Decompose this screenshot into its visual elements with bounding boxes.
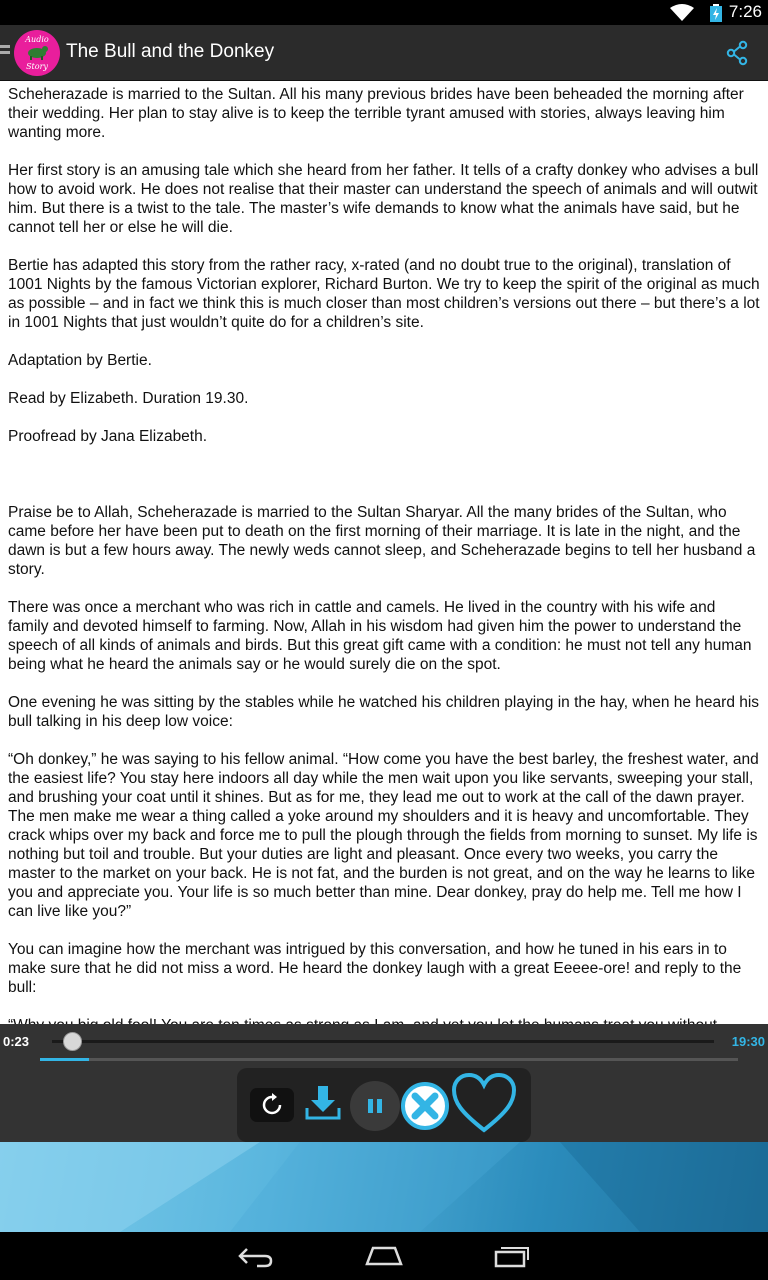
total-time: 19:30 [731,1034,765,1049]
recents-icon[interactable] [494,1244,530,1273]
battery-charging-icon [710,4,722,27]
close-icon [400,1081,450,1131]
page-title: The Bull and the Donkey [66,41,275,62]
story-paragraph: Bertie has adapted this story from the rather racy, x-rated (and no doubt true to the original), translation of 1001 Nights by the famous Victorian explorer, Richard Burton. We try to keep the spirit of the original as much as possible – and in fact we think this is much closer than most children’s versions out there – but there’s a lot in 1001 Nights that just wouldn’t quite do for a children’s site. [8,257,760,331]
player-controls [237,1068,531,1142]
story-text[interactable] [0,81,768,1024]
buffer-track [40,1058,738,1061]
download-button[interactable] [303,1082,343,1127]
logo-text-bottom: Story [26,62,48,71]
story-paragraph: Scheherazade is married to the Sultan. All his many previous brides have been beheaded the morning after their wedding. Her plan to stay alive is to keep the terrible tyrant amused with stories, always leaving him wanting more. [8,86,744,141]
drawer-icon[interactable] [0,45,10,61]
story-paragraph: There was once a merchant who was rich in cattle and camels. He lived in the country with his wife and family and devoted himself to farming. Now, Allah in his wisdom had given him the power to understand the speech of all kinds of animals and birds. But this great gift came with a condition: he must not tell any human being what he heard the animals say or he would surely die on the spot. [8,599,752,673]
paragraph-gap [8,465,760,503]
status-time: 7:26 [728,2,762,21]
wifi-icon [670,4,694,27]
story-paragraph: One evening he was sitting by the stables while he watched his children playing in the hay, when he heard his bull talking in his deep low voice: [8,694,760,730]
close-button[interactable] [400,1081,450,1136]
replay-icon [260,1093,284,1117]
status-bar [0,0,768,25]
donkey-logo-icon [25,44,49,60]
story-paragraph: Her first story is an amusing tale which she heard from her father. It tells of a crafty donkey who advises a bull how to avoid work. He does not realise that their master can understand the speech of animals and will outwit him. But there is a twist to the tale. The master’s wife demands to know what the animals have said, but he cannot tell her or else he will die. [8,162,759,236]
action-bar [0,25,768,81]
ad-background [0,1142,768,1232]
app-logo[interactable] [14,30,60,76]
replay-button[interactable] [250,1088,294,1122]
heart-icon [451,1072,517,1134]
download-icon [303,1082,343,1122]
audio-player [0,1024,768,1142]
buffer-progress [40,1058,89,1061]
ad-banner[interactable] [0,1142,768,1232]
home-icon[interactable] [365,1246,403,1271]
current-time: 0:23 [3,1034,30,1049]
back-icon[interactable] [237,1246,273,1273]
story-paragraph: Read by Elizabeth. Duration 19.30. [8,390,249,407]
story-paragraph: “Oh donkey,” he was saying to his fellow animal. “How come you have the best barley, the freshest water, and the easiest life? You stay here indoors all day while the men wait upon you like servants, sweeping your stall, and brushing your coat until it shines. But as for me, they lead me out to work at the call of the dawn prayer. The men make me wear a thing called a yoke around my shoulders and it is heavy and uncomfortable. They crack whips over my back and force me to pull the plough through the fields from morning to sunset. My life is nothing but toil and trouble. But your duties are light and pleasant. Once every two weeks, you carry the master to the market on your back. He is not fat, and the burden is not great, and on the way he learns to like you and appreciate you. Your life is so much better than mine. Dear donkey, pray do help me. Tell me how I can live like you?” [8,751,759,920]
favorite-button[interactable] [451,1072,517,1139]
seek-thumb[interactable] [63,1032,82,1051]
share-icon[interactable] [726,41,748,70]
story-paragraph: You can imagine how the merchant was intrigued by this conversation, and how he tuned in his ears in to make sure that he did not miss a word. He heard the donkey laugh with a great Eeeee-ore! and reply to the bull: [8,941,742,996]
seek-bar[interactable] [52,1040,714,1043]
logo-text-top: Audio [25,35,49,44]
navigation-bar [0,1232,768,1280]
story-paragraph: Proofread by Jana Elizabeth. [8,428,208,445]
pause-button[interactable] [350,1081,400,1131]
pause-icon [365,1096,385,1116]
story-paragraph: Adaptation by Bertie. [8,352,152,369]
story-paragraph: Praise be to Allah, Scheherazade is married to the Sultan Sharyar. All the many brides of the Sultan, who came before her have been put to death on the first morning of their marriage. It is late in the night, and the dawn is but a few hours away. The newly weds cannot sleep, and Scheherazade begins to tell her husband a story. [8,504,756,578]
